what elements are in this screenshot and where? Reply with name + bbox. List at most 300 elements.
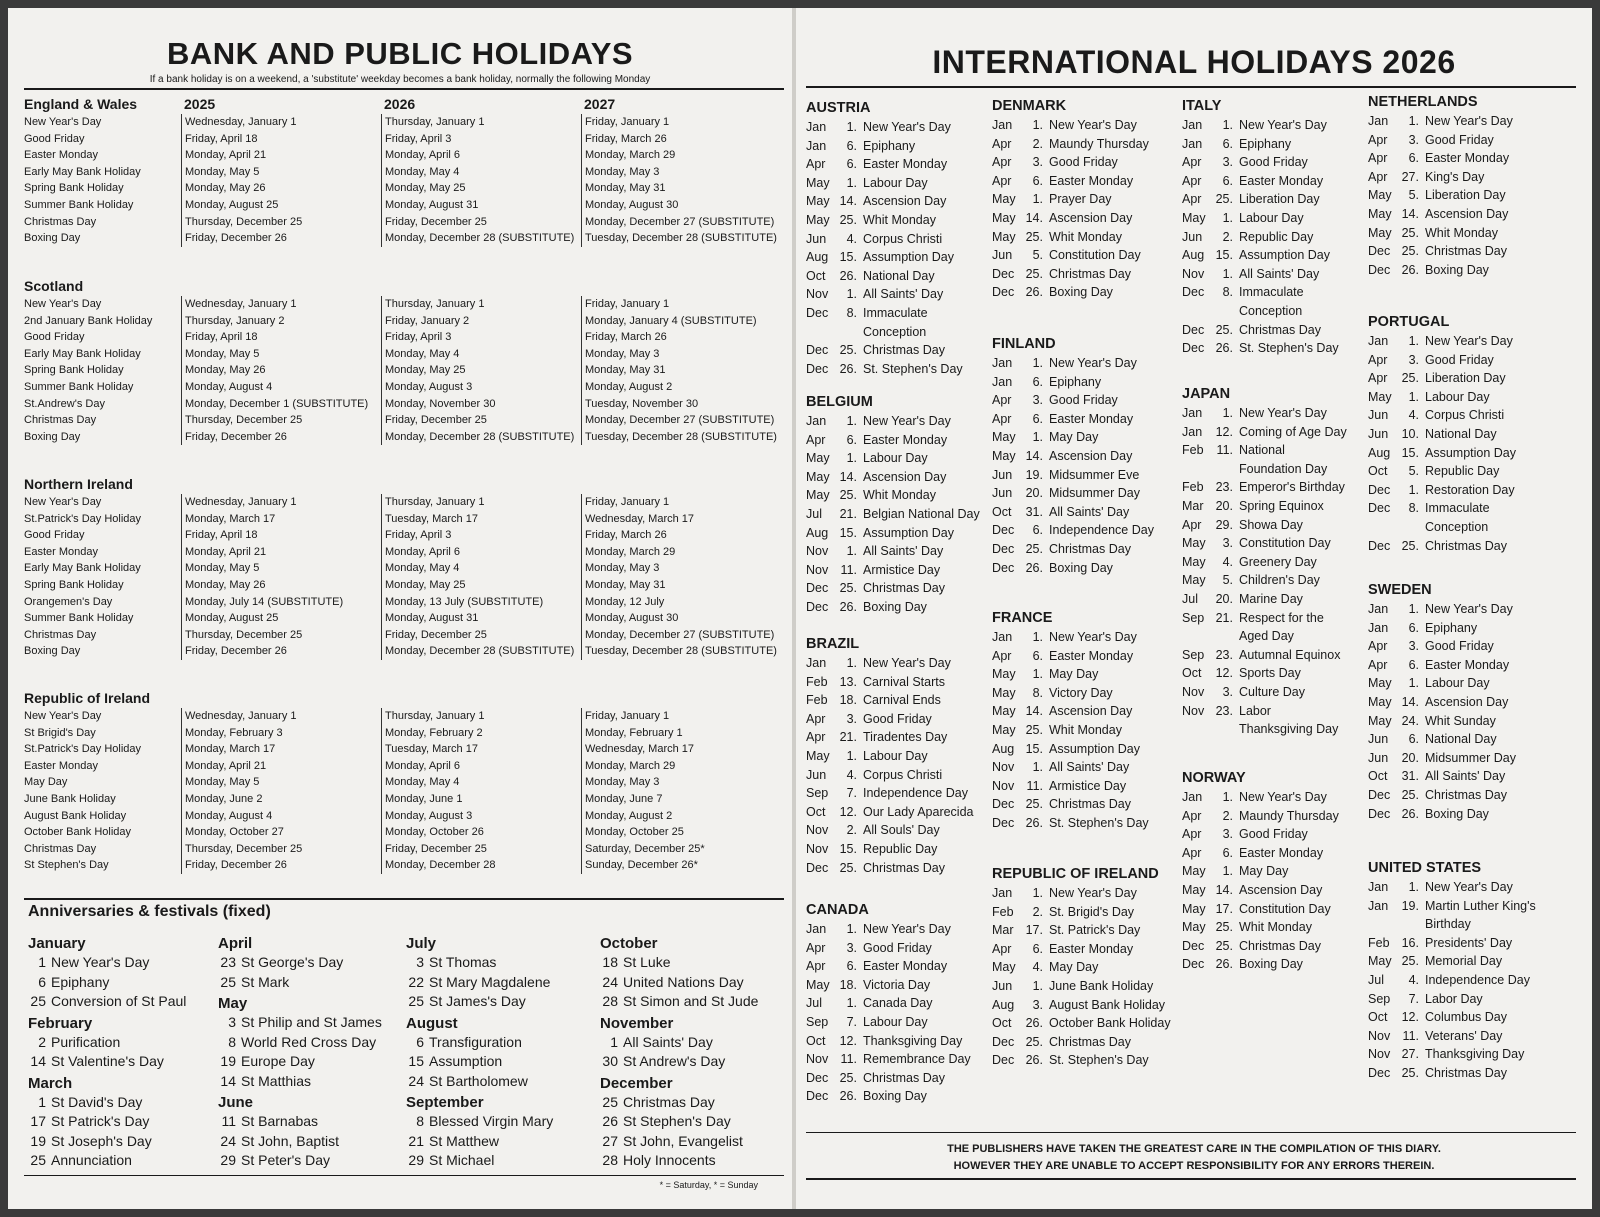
month: Jan — [806, 414, 827, 428]
day: 1. — [1408, 602, 1419, 616]
day: 1. — [1222, 210, 1233, 225]
day: 25. — [1215, 322, 1233, 337]
country-block — [1368, 92, 1552, 279]
month: Apr — [992, 648, 1012, 663]
day: 25. — [1401, 225, 1419, 240]
day: 1. — [846, 544, 857, 559]
festival-name: Transfiguration — [429, 1033, 522, 1050]
day: 27. — [1401, 1047, 1419, 1062]
holiday-date: Saturday, December 25* — [581, 841, 781, 858]
region-block — [24, 276, 784, 445]
month-heading: February — [28, 1014, 93, 1032]
holiday-name: King's Day — [1425, 169, 1485, 184]
page-subtitle: If a bank holiday is on a weekend, a 'substitute' weekday becomes a bank holiday, normally the following Monday — [149, 74, 651, 85]
month: Nov — [1182, 684, 1205, 699]
holiday-name: All Saints' Day — [1239, 266, 1320, 281]
divider — [24, 1175, 784, 1176]
holiday-name: Labor — [1239, 703, 1271, 718]
anniversary-entry — [600, 973, 758, 993]
holiday-name: Easter Monday — [1425, 151, 1510, 166]
holiday-row — [806, 431, 990, 450]
day: 8. — [846, 305, 857, 320]
day-number: 24 — [602, 973, 618, 990]
day: 5. — [1032, 248, 1043, 263]
holiday-row — [1182, 646, 1366, 665]
divider — [806, 1178, 1576, 1180]
day — [1209, 460, 1233, 479]
holiday-row — [806, 174, 990, 193]
day-number: 6 — [38, 973, 46, 990]
day: 1. — [1222, 864, 1233, 879]
day-number: 28 — [602, 1152, 618, 1168]
month: Nov — [806, 1052, 829, 1067]
holiday-name: All Saints' Day — [1425, 769, 1506, 784]
holiday-name: Christmas Day — [1425, 538, 1507, 553]
day: 11. — [840, 562, 857, 577]
holiday-name: Conception — [1239, 303, 1303, 318]
month: Nov — [806, 287, 829, 302]
holiday-row — [806, 230, 990, 249]
holiday-name: Good Friday — [1049, 393, 1118, 408]
day — [833, 323, 857, 342]
anniversary-entry — [218, 953, 382, 973]
day: 1. — [846, 451, 857, 466]
anniversary-entry — [218, 973, 382, 993]
month: Aug — [1182, 248, 1205, 263]
country-name: JAPAN — [1182, 386, 1231, 402]
holiday-row — [1368, 990, 1552, 1009]
holiday-row — [806, 192, 990, 211]
holiday-name: Midsummer Day — [1425, 750, 1516, 765]
holiday-date: Monday, December 28 (SUBSTITUTE) — [381, 230, 581, 247]
festival-name: St Joseph's Day — [51, 1132, 152, 1149]
right-page — [796, 8, 1592, 1209]
month: May — [1182, 882, 1206, 897]
day-number: 8 — [228, 1033, 236, 1050]
holiday-row — [992, 246, 1176, 265]
festival-name: St Barnabas — [241, 1113, 319, 1129]
day-number: 19 — [220, 1053, 236, 1069]
page-title: INTERNATIONAL HOLIDAYS 2026 — [932, 44, 1456, 80]
holiday-row — [992, 503, 1176, 522]
holiday-name: New Year's Day — [1049, 356, 1137, 370]
holiday-date: Monday, May 26 — [181, 180, 381, 197]
month: May — [1368, 389, 1392, 404]
holiday-row — [806, 766, 990, 785]
holiday-row — [992, 373, 1176, 392]
holiday-name: St. Stephen's Day — [1239, 341, 1339, 356]
holiday-row — [1182, 553, 1366, 572]
day: 6. — [846, 157, 857, 172]
day: 16. — [1401, 935, 1419, 950]
month: Jun — [992, 978, 1013, 993]
month: Dec — [806, 305, 829, 320]
day: 14. — [839, 194, 857, 209]
holiday-row — [806, 821, 990, 840]
festival-name: St Matthias — [241, 1072, 312, 1089]
holiday-name: New Year's Day — [863, 414, 951, 428]
holiday-date: Monday, May 25 — [381, 577, 581, 594]
holiday-name: Christmas Day — [24, 215, 97, 228]
month: Feb — [1368, 935, 1390, 950]
holiday-row — [24, 396, 784, 413]
holiday-row — [806, 994, 990, 1013]
holiday-row — [806, 211, 990, 230]
day: 25. — [839, 1070, 857, 1085]
holiday-date: Monday, March 17 — [181, 741, 381, 758]
month: Apr — [992, 155, 1012, 170]
holiday-date: Monday, April 21 — [181, 758, 381, 775]
holiday-name: New Year's Day — [1425, 334, 1513, 348]
holiday-row — [806, 784, 990, 803]
festival-name: St Stephen's Day — [623, 1113, 731, 1129]
holiday-date: Monday, August 30 — [581, 610, 781, 627]
anniversary-entry — [218, 1132, 382, 1152]
holiday-row — [806, 118, 990, 137]
day-number: 29 — [220, 1152, 236, 1168]
month: May — [806, 451, 830, 466]
holiday-name: New Year's Day — [1049, 630, 1137, 644]
holiday-row — [24, 164, 784, 181]
holiday-row — [24, 131, 784, 148]
holiday-date: Monday, June 1 — [381, 791, 581, 808]
day: 5. — [1408, 464, 1419, 479]
holiday-row — [1368, 637, 1552, 656]
day-number: 14 — [220, 1072, 236, 1089]
holiday-date: Friday, December 25 — [381, 841, 581, 858]
holiday-name: Remembrance Day — [863, 1052, 971, 1067]
day: 26. — [1025, 1016, 1043, 1031]
day: 6. — [1032, 411, 1043, 426]
day: 1. — [1222, 266, 1233, 281]
holiday-date: Monday, 13 July (SUBSTITUTE) — [381, 594, 581, 611]
holiday-date: Monday, August 31 — [381, 610, 581, 627]
holiday-row — [1182, 807, 1366, 826]
region-block — [24, 688, 784, 874]
holiday-date: Friday, January 1 — [581, 494, 781, 511]
holiday-row — [1368, 1008, 1552, 1027]
holiday-name: New Year's Day — [24, 116, 102, 128]
holiday-name: Good Friday — [24, 529, 85, 542]
holiday-name: Easter Monday — [1239, 845, 1324, 860]
holiday-name: Ascension Day — [1239, 882, 1323, 897]
holiday-row — [806, 304, 990, 323]
holiday-row — [1368, 406, 1552, 425]
holiday-name: Labour Day — [863, 1014, 928, 1029]
day: 3. — [1222, 155, 1233, 170]
holiday-row — [806, 155, 990, 174]
holiday-date: Friday, April 3 — [381, 131, 581, 148]
holiday-name: Armistice Day — [863, 562, 941, 577]
holiday-name: Coming of Age Day — [1239, 424, 1347, 439]
day: 6. — [846, 138, 857, 153]
region-header — [24, 474, 784, 494]
year-header — [181, 276, 381, 296]
holiday-row — [24, 857, 784, 874]
festival-name: New Year's Day — [51, 954, 150, 970]
holiday-row — [992, 628, 1176, 647]
holiday-row — [1182, 664, 1366, 683]
month: May — [1368, 188, 1392, 203]
holiday-row — [806, 840, 990, 859]
holiday-row — [992, 940, 1176, 959]
anniversary-entry — [406, 1151, 553, 1171]
holiday-date: Friday, January 1 — [581, 114, 781, 131]
holiday-row — [1368, 481, 1552, 500]
month: Dec — [806, 1089, 829, 1104]
month: May — [992, 192, 1016, 207]
country-name: ITALY — [1182, 98, 1222, 114]
holiday-name: Independence Day — [1425, 972, 1530, 987]
holiday-name: Whit Monday — [1425, 225, 1498, 240]
country-block — [992, 864, 1176, 1070]
holiday-name: Martin Luther King's — [1425, 898, 1536, 913]
day: 26. — [839, 361, 857, 376]
holiday-row — [1368, 878, 1552, 897]
day: 1. — [846, 656, 857, 670]
holiday-name: St. Stephen's Day — [1049, 1053, 1149, 1068]
day: 1. — [1032, 356, 1043, 370]
holiday-date: Monday, December 1 (SUBSTITUTE) — [181, 396, 381, 413]
holiday-name: Assumption Day — [1239, 248, 1331, 263]
holiday-date: Monday, April 21 — [181, 544, 381, 561]
anniversary-column — [406, 932, 553, 1171]
holiday-row — [1182, 862, 1366, 881]
month: Apr — [1368, 132, 1388, 147]
month: Apr — [992, 173, 1012, 188]
holiday-row — [1368, 224, 1552, 243]
holiday-date: Friday, March 26 — [581, 527, 781, 544]
day: 6. — [1408, 657, 1419, 672]
day: 1. — [1408, 676, 1419, 691]
day: 6. — [846, 432, 857, 447]
holiday-row — [24, 230, 784, 247]
month: Feb — [1182, 480, 1204, 495]
holiday-date: Friday, December 25 — [381, 412, 581, 429]
holiday-name: Columbus Day — [1425, 1010, 1507, 1025]
holiday-row — [1182, 844, 1366, 863]
holiday-name: Christmas Day — [1049, 266, 1131, 281]
day: 20. — [1025, 486, 1043, 501]
day-number: 3 — [416, 954, 424, 970]
holiday-date: Monday, August 2 — [581, 379, 781, 396]
holiday-name: Carnival Starts — [863, 674, 945, 689]
day: 26. — [1025, 285, 1043, 300]
holiday-name: New Year's Day — [1239, 406, 1327, 420]
holiday-date: Sunday, December 26* — [581, 857, 781, 874]
day-number: 25 — [30, 993, 46, 1009]
month-heading: October — [600, 935, 658, 952]
holiday-name: August Bank Holiday — [1049, 997, 1166, 1012]
anniversary-entry — [28, 953, 186, 973]
day: 29. — [1215, 517, 1233, 532]
holiday-date: Monday, December 28 — [381, 857, 581, 874]
holiday-name: New Year's Day — [1425, 602, 1513, 616]
holiday-name: Immaculate — [863, 305, 928, 320]
holiday-name: May Day — [1239, 864, 1289, 879]
day: 26. — [1401, 806, 1419, 821]
year-header: 2026 — [384, 96, 416, 112]
year-header — [381, 688, 581, 708]
day-number: 25 — [408, 993, 424, 1009]
day: 1. — [1408, 114, 1419, 128]
holiday-row — [1182, 590, 1366, 609]
holiday-row — [992, 758, 1176, 777]
day: 6. — [1222, 173, 1233, 188]
anniversary-entry — [218, 1151, 382, 1171]
page-title: BANK AND PUBLIC HOLIDAYS — [166, 36, 634, 71]
day: 31. — [1025, 504, 1043, 519]
month: Mar — [992, 923, 1014, 938]
holiday-row — [1368, 261, 1552, 280]
month: Dec — [1368, 482, 1391, 497]
day: 1. — [1222, 790, 1233, 804]
holiday-name: May Day — [24, 776, 68, 789]
holiday-name: Emperor's Birthday — [1239, 480, 1345, 495]
month: Apr — [992, 393, 1012, 408]
year-header — [181, 688, 381, 708]
holiday-name: Easter Monday — [1425, 657, 1510, 672]
holiday-date: Tuesday, March 17 — [381, 741, 581, 758]
anniversary-entry — [600, 992, 758, 1012]
holiday-date: Thursday, December 25 — [181, 841, 381, 858]
holiday-name: Epiphany — [863, 138, 916, 153]
holiday-row — [24, 329, 784, 346]
month: Apr — [1368, 657, 1388, 672]
month: May — [1182, 864, 1206, 879]
month: May — [1368, 713, 1392, 728]
day: 11. — [1216, 443, 1233, 458]
day — [1395, 518, 1419, 537]
holiday-name: June Bank Holiday — [1049, 978, 1154, 993]
holiday-row — [992, 521, 1176, 540]
month: Dec — [1182, 285, 1205, 300]
month: Apr — [1368, 639, 1388, 654]
month-heading: May — [218, 995, 248, 1012]
month — [1182, 627, 1209, 646]
day-number: 8 — [416, 1113, 424, 1129]
holiday-name: Labor Day — [1425, 991, 1483, 1006]
holiday-row — [1368, 369, 1552, 388]
holiday-row — [806, 579, 990, 598]
anniversary-entry — [218, 1112, 382, 1132]
month: Apr — [1182, 827, 1202, 842]
holiday-row — [1368, 805, 1552, 824]
holiday-name: Thanksgiving Day — [1239, 722, 1339, 737]
holiday-row — [992, 228, 1176, 247]
festival-name: Blessed Virgin Mary — [429, 1113, 554, 1129]
holiday-row — [1368, 1045, 1552, 1064]
month: Aug — [992, 997, 1015, 1012]
country-name: FRANCE — [992, 610, 1053, 626]
region-header — [24, 688, 784, 708]
anniversary-entry — [28, 1093, 186, 1113]
holiday-row — [992, 996, 1176, 1015]
festival-name: St Matthew — [429, 1132, 500, 1149]
month: Oct — [806, 268, 826, 283]
holiday-name: Easter Monday — [24, 149, 98, 162]
month: Dec — [992, 560, 1015, 575]
holiday-row — [24, 791, 784, 808]
month: Jan — [1182, 136, 1203, 151]
holiday-date: Monday, April 21 — [181, 147, 381, 164]
holiday-row — [1368, 730, 1552, 749]
holiday-row — [1182, 900, 1366, 919]
holiday-date: Monday, April 6 — [381, 758, 581, 775]
holiday-row — [1182, 246, 1366, 265]
holiday-date: Friday, December 26 — [181, 857, 381, 874]
holiday-date: Monday, May 3 — [581, 346, 781, 363]
holiday-name: Carnival Ends — [863, 693, 941, 708]
holiday-name: Culture Day — [1239, 684, 1305, 699]
holiday-name: New Year's Day — [1425, 114, 1513, 128]
festival-name: St Luke — [623, 954, 671, 970]
holiday-name: New Year's Day — [24, 298, 102, 310]
holiday-name: Summer Bank Holiday — [24, 380, 134, 393]
holiday-name: Thanksgiving Day — [863, 1033, 963, 1048]
month: Apr — [806, 432, 826, 447]
holiday-name: Christmas Day — [1049, 1034, 1131, 1049]
holiday-name: Independence Day — [1049, 523, 1154, 538]
holiday-date: Friday, April 3 — [381, 329, 581, 346]
day: 15. — [1025, 741, 1043, 756]
holiday-name: Conception — [1425, 519, 1489, 534]
year-header: 2027 — [584, 96, 616, 112]
holiday-date: Monday, January 4 (SUBSTITUTE) — [581, 313, 781, 330]
holiday-row — [1182, 190, 1366, 209]
month: Nov — [1368, 1028, 1391, 1043]
month: May — [992, 229, 1016, 244]
month-heading: July — [406, 935, 437, 952]
day: 1. — [1408, 482, 1419, 497]
holiday-row — [1368, 674, 1552, 693]
holiday-row — [1368, 205, 1552, 224]
holiday-date: Tuesday, December 28 (SUBSTITUTE) — [581, 230, 781, 247]
holiday-name: Whit Monday — [1239, 920, 1312, 935]
holiday-row — [992, 1014, 1176, 1033]
holiday-name: All Saints' Day — [863, 287, 944, 302]
holiday-name: Easter Monday — [1049, 941, 1134, 956]
month: May — [992, 685, 1016, 700]
holiday-name: Epiphany — [1049, 374, 1102, 389]
month: Nov — [806, 841, 829, 856]
year-header — [581, 474, 781, 494]
holiday-row — [1182, 228, 1366, 247]
holiday-name: Ascension Day — [863, 469, 947, 484]
holiday-row — [1182, 265, 1366, 284]
holiday-row — [1368, 444, 1552, 463]
holiday-name: Boxing Day — [1239, 957, 1303, 972]
month: May — [992, 704, 1016, 719]
day: 12. — [1215, 424, 1233, 439]
day-number: 2 — [38, 1033, 46, 1050]
month: May — [806, 488, 830, 503]
region-name: England & Wales — [24, 96, 138, 112]
day: 7. — [846, 786, 857, 801]
anniversaries-title: Anniversaries & festivals (fixed) — [28, 903, 271, 920]
month: Jun — [1368, 426, 1389, 441]
holiday-name: Boxing Day — [24, 232, 81, 245]
holiday-row — [1182, 283, 1366, 302]
day: 1. — [1032, 760, 1043, 775]
holiday-date: Monday, December 27 (SUBSTITUTE) — [581, 214, 781, 231]
anniversary-entry — [218, 1052, 382, 1072]
month: Jan — [1368, 898, 1389, 913]
holiday-row — [992, 265, 1176, 284]
holiday-row — [1182, 441, 1366, 460]
holiday-name: Maundy Thursday — [1049, 136, 1149, 151]
day: 3. — [1222, 684, 1233, 699]
